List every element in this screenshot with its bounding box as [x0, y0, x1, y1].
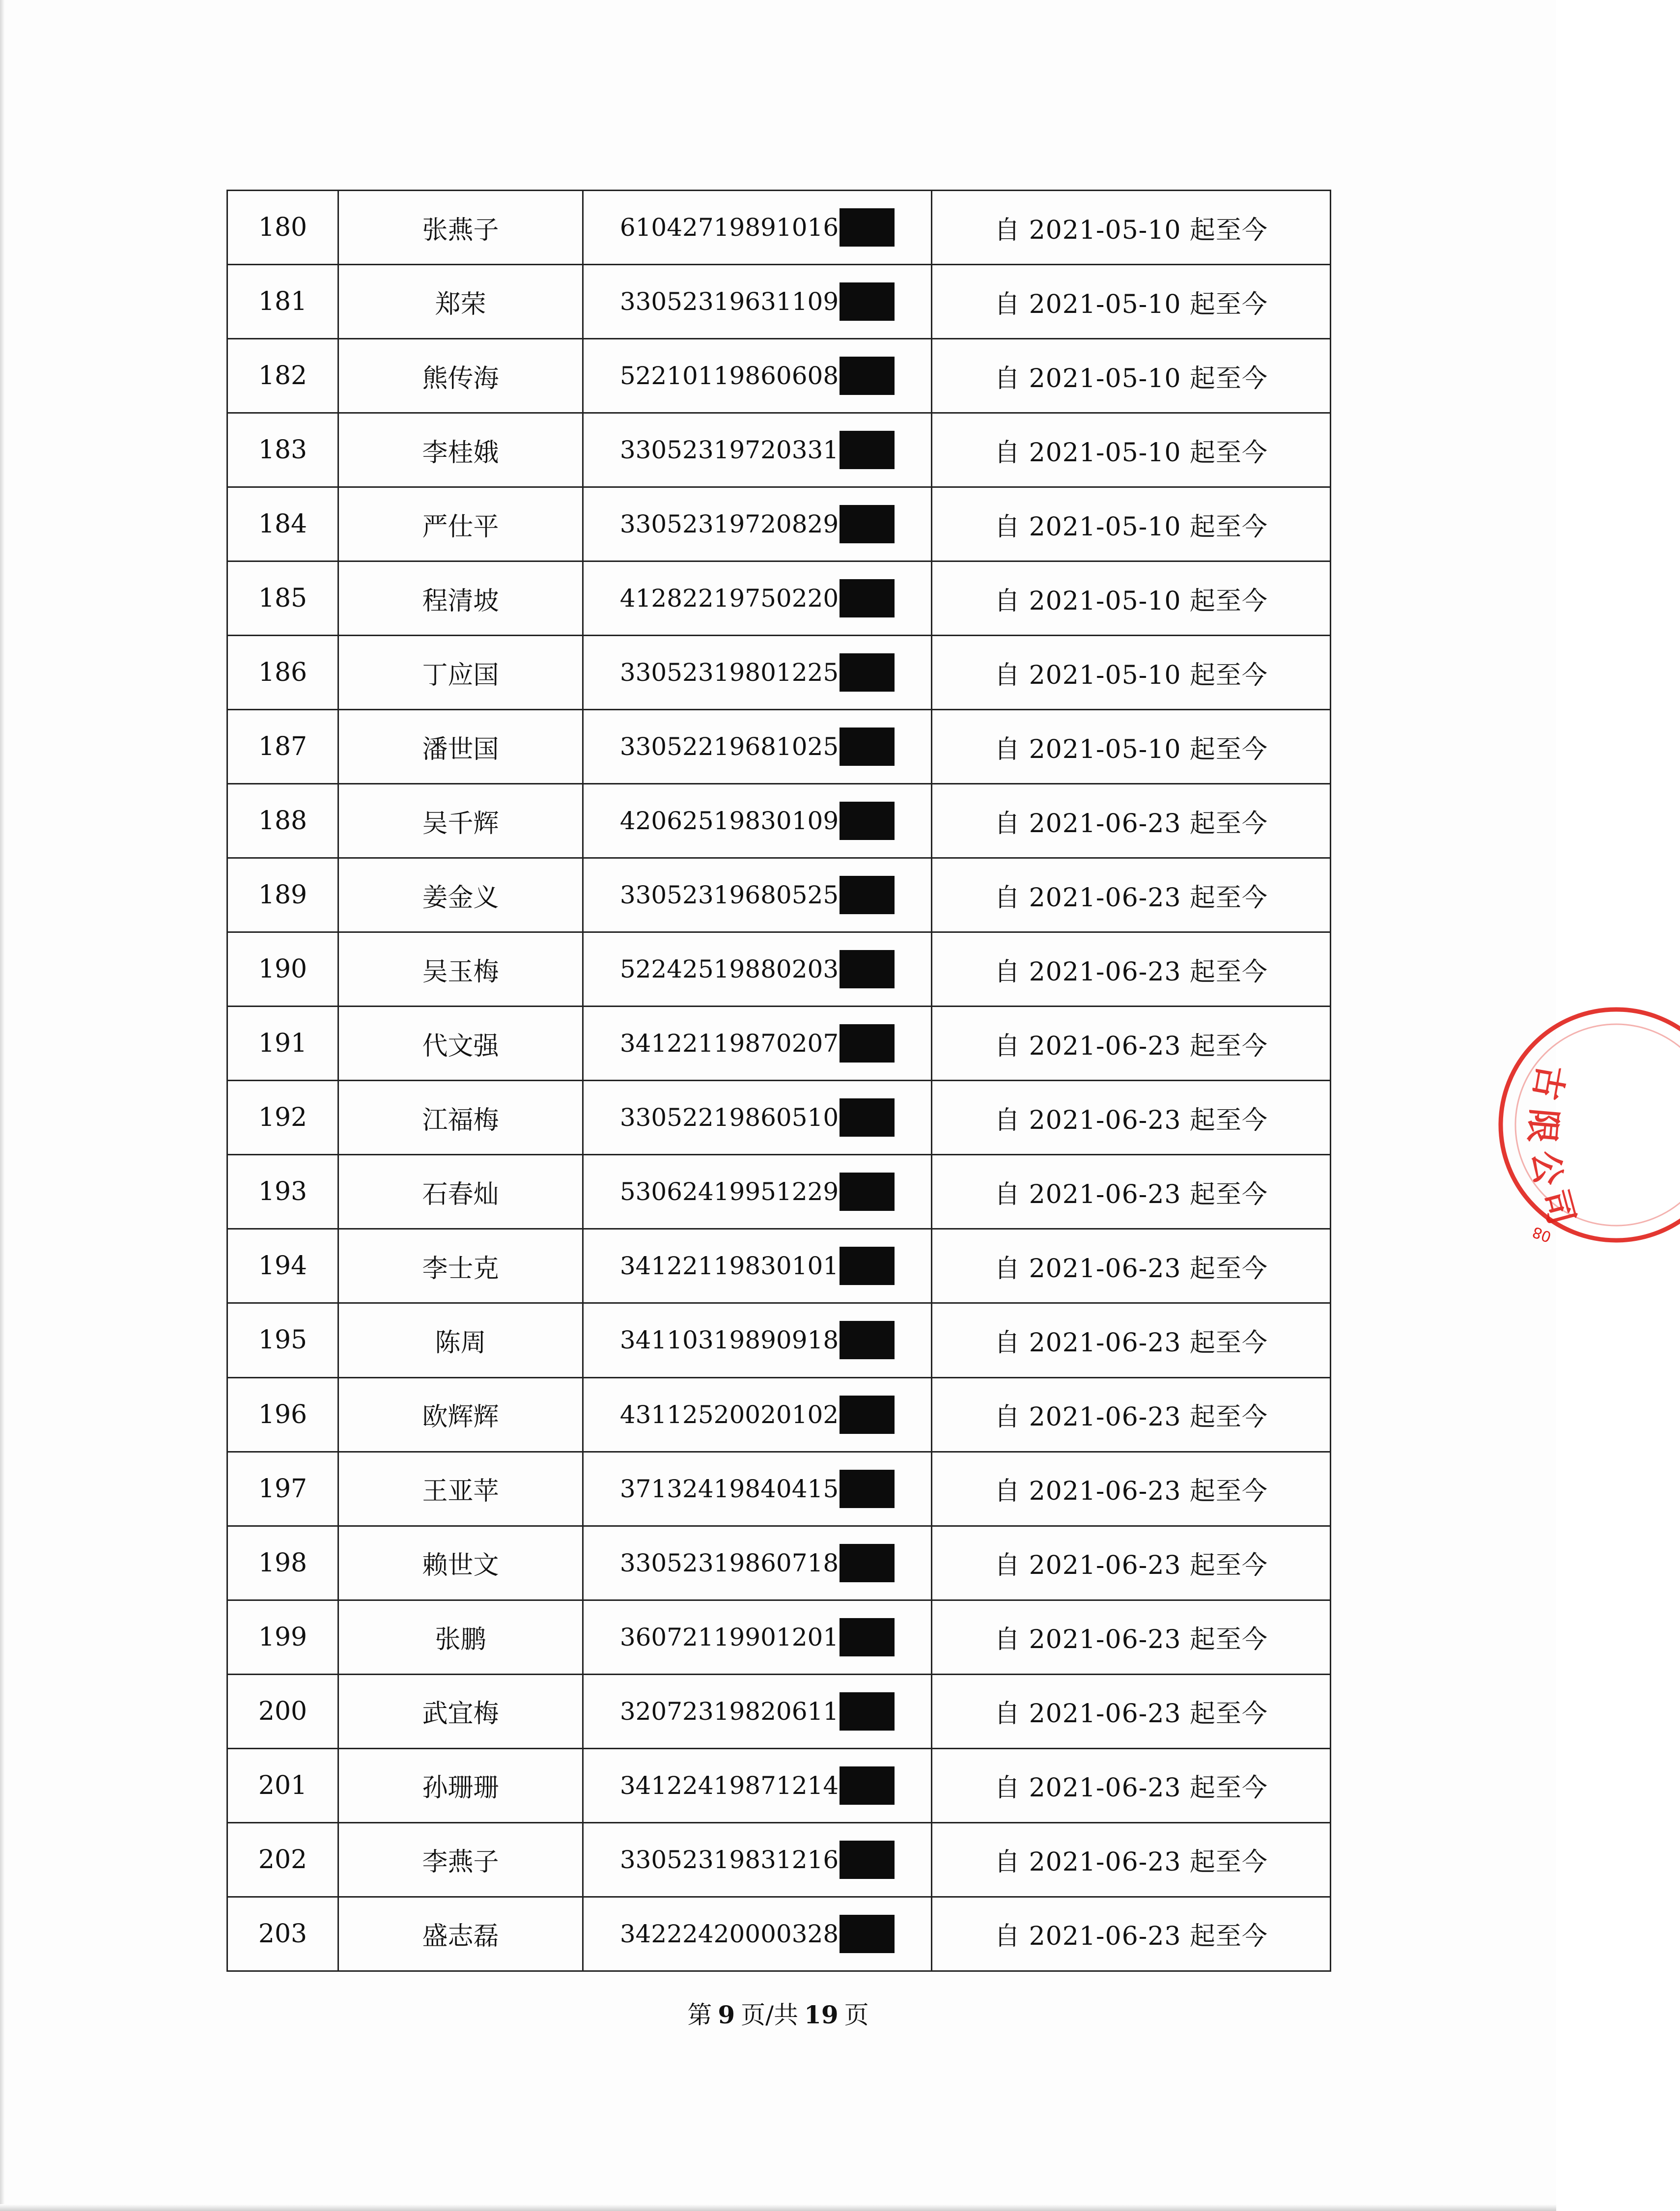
id-number-visible-digits: 33052319720829 — [619, 510, 839, 539]
id-number-visible-digits: 33052319801225 — [619, 658, 839, 687]
id-number-wrap — [620, 579, 895, 617]
redaction-box — [840, 357, 895, 395]
redaction-box — [840, 653, 895, 692]
redaction-box — [840, 1544, 895, 1582]
name-cell: 姜金义 — [338, 858, 583, 932]
id-number-cell — [583, 487, 932, 561]
id-number-cell — [583, 265, 932, 339]
name-cell: 石春灿 — [338, 1155, 583, 1229]
id-number-visible-digits: 33052219860510 — [619, 1103, 839, 1132]
id-number-visible-digits: 33052319831216 — [619, 1845, 839, 1874]
id-number-cell — [583, 1452, 932, 1526]
id-number-visible-digits: 33052219681025 — [619, 732, 839, 761]
table-row — [227, 1674, 1331, 1748]
id-number-wrap — [620, 1544, 895, 1582]
id-number-visible-digits: 43112520020102 — [619, 1400, 839, 1429]
name-cell: 李燕子 — [338, 1822, 583, 1897]
svg-text:司: 司 — [1534, 1185, 1582, 1230]
table-row — [227, 339, 1331, 413]
id-number-visible-digits: 52210119860608 — [619, 362, 839, 391]
id-number-cell — [583, 1526, 932, 1600]
id-number-cell — [583, 1377, 932, 1452]
redaction-box — [840, 876, 895, 914]
footer-total-pages: 19 — [804, 2000, 839, 2029]
id-number-cell — [583, 932, 932, 1007]
table-row — [227, 1377, 1331, 1452]
id-number-wrap — [620, 1692, 895, 1731]
id-number-visible-digits: 41282219750220 — [619, 584, 839, 613]
id-number-wrap — [620, 1247, 895, 1285]
table-row — [227, 1897, 1331, 1971]
table-row — [227, 413, 1331, 487]
employment-period-cell: 自 2021-05-10 起至今 — [932, 636, 1331, 710]
employment-period-cell: 自 2021-06-23 起至今 — [932, 1822, 1331, 1897]
table-row — [227, 784, 1331, 858]
redaction-box — [840, 1024, 895, 1063]
company-seal-stamp — [1493, 978, 1680, 1272]
id-number-visible-digits: 33052319631109 — [619, 287, 839, 316]
redaction-box — [840, 1173, 895, 1211]
employment-period-cell: 自 2021-06-23 起至今 — [932, 1303, 1331, 1377]
id-number-cell — [583, 413, 932, 487]
footer-page-number: 9 — [718, 2000, 735, 2029]
table-row — [227, 191, 1331, 265]
employment-period-cell: 自 2021-06-23 起至今 — [932, 1526, 1331, 1600]
id-number-wrap — [620, 505, 895, 543]
name-cell: 孙珊珊 — [338, 1748, 583, 1822]
employment-period-cell: 自 2021-06-23 起至今 — [932, 1081, 1331, 1155]
name-cell: 熊传海 — [338, 339, 583, 413]
redaction-box — [840, 1247, 895, 1285]
id-number-cell — [583, 1303, 932, 1377]
employment-period-cell: 自 2021-05-10 起至今 — [932, 561, 1331, 636]
svg-text:公: 公 — [1525, 1149, 1568, 1187]
id-number-wrap — [620, 1915, 895, 1953]
redaction-box — [840, 1692, 895, 1731]
name-cell: 程清坡 — [338, 561, 583, 636]
row-number-cell: 200 — [227, 1674, 338, 1748]
employment-period-cell: 自 2021-06-23 起至今 — [932, 1600, 1331, 1674]
redaction-box — [840, 282, 895, 321]
redaction-box — [840, 728, 895, 766]
employment-period-cell: 自 2021-06-23 起至今 — [932, 1155, 1331, 1229]
employment-period-cell: 自 2021-06-23 起至今 — [932, 1007, 1331, 1081]
row-number-cell: 184 — [227, 487, 338, 561]
id-number-wrap — [620, 876, 895, 914]
row-number-cell: 180 — [227, 191, 338, 265]
table-row — [227, 1526, 1331, 1600]
table-row — [227, 1452, 1331, 1526]
name-cell: 丁应国 — [338, 636, 583, 710]
table-row — [227, 1822, 1331, 1897]
id-number-cell — [583, 858, 932, 932]
employment-period-cell: 自 2021-06-23 起至今 — [932, 1229, 1331, 1303]
name-cell: 李士克 — [338, 1229, 583, 1303]
row-number-cell: 183 — [227, 413, 338, 487]
id-number-wrap — [620, 802, 895, 840]
id-number-cell — [583, 339, 932, 413]
name-cell: 张鹏 — [338, 1600, 583, 1674]
employment-period-cell: 自 2021-06-23 起至今 — [932, 1452, 1331, 1526]
footer-middle: 页/共 — [741, 2001, 799, 2029]
id-number-wrap — [620, 1024, 895, 1063]
name-cell: 吴千辉 — [338, 784, 583, 858]
table-row — [227, 561, 1331, 636]
name-cell: 郑荣 — [338, 265, 583, 339]
redaction-box — [840, 1841, 895, 1879]
page-footer — [0, 1995, 1556, 2031]
footer-prefix: 第 — [687, 2001, 712, 2029]
scan-edge-bottom — [0, 2204, 1556, 2211]
id-number-cell — [583, 1155, 932, 1229]
id-number-cell — [583, 1822, 932, 1897]
row-number-cell: 193 — [227, 1155, 338, 1229]
roster-body — [227, 191, 1331, 1971]
id-number-wrap — [620, 357, 895, 395]
table-row — [227, 1081, 1331, 1155]
name-cell: 王亚苹 — [338, 1452, 583, 1526]
row-number-cell: 182 — [227, 339, 338, 413]
row-number-cell: 191 — [227, 1007, 338, 1081]
employment-period-cell: 自 2021-05-10 起至今 — [932, 191, 1331, 265]
redaction-box — [840, 1618, 895, 1656]
row-number-cell: 196 — [227, 1377, 338, 1452]
table-row — [227, 1229, 1331, 1303]
row-number-cell: 198 — [227, 1526, 338, 1600]
employment-period-cell: 自 2021-05-10 起至今 — [932, 413, 1331, 487]
id-number-visible-digits: 33052319860718 — [619, 1548, 839, 1577]
id-number-cell — [583, 561, 932, 636]
footer-suffix: 页 — [844, 2001, 869, 2029]
redaction-box — [840, 1766, 895, 1805]
table-row — [227, 1748, 1331, 1822]
redaction-box — [840, 1915, 895, 1953]
table-row — [227, 636, 1331, 710]
employment-period-cell: 自 2021-05-10 起至今 — [932, 487, 1331, 561]
redaction-box — [840, 1470, 895, 1508]
employment-period-cell: 自 2021-05-10 起至今 — [932, 339, 1331, 413]
employment-period-cell: 自 2021-06-23 起至今 — [932, 1748, 1331, 1822]
employee-roster-table — [226, 190, 1331, 1972]
employment-period-cell: 自 2021-06-23 起至今 — [932, 932, 1331, 1007]
id-number-visible-digits: 34110319890918 — [619, 1326, 839, 1355]
id-number-visible-digits: 37132419840415 — [619, 1474, 839, 1503]
id-number-wrap — [620, 431, 895, 469]
employment-period-cell: 自 2021-06-23 起至今 — [932, 1377, 1331, 1452]
name-cell: 江福梅 — [338, 1081, 583, 1155]
name-cell: 赖世文 — [338, 1526, 583, 1600]
id-number-visible-digits: 36072119901201 — [619, 1623, 839, 1651]
id-number-wrap — [620, 208, 895, 247]
redaction-box — [840, 505, 895, 543]
row-number-cell: 202 — [227, 1822, 338, 1897]
table-row — [227, 1007, 1331, 1081]
row-number-cell: 199 — [227, 1600, 338, 1674]
employment-period-cell: 自 2021-05-10 起至今 — [932, 265, 1331, 339]
id-number-visible-digits: 34122119830101 — [619, 1252, 839, 1281]
id-number-visible-digits: 61042719891016 — [619, 213, 839, 242]
id-number-wrap — [620, 1321, 895, 1359]
name-cell: 欧辉辉 — [338, 1377, 583, 1452]
id-number-visible-digits: 32072319820611 — [619, 1697, 839, 1726]
name-cell: 张燕子 — [338, 191, 583, 265]
table-row — [227, 710, 1331, 784]
name-cell: 李桂娥 — [338, 413, 583, 487]
table-row — [227, 1600, 1331, 1674]
row-number-cell: 190 — [227, 932, 338, 1007]
row-number-cell: 192 — [227, 1081, 338, 1155]
redaction-box — [840, 1396, 895, 1434]
scan-edge-left — [0, 0, 5, 2211]
table-row — [227, 858, 1331, 932]
id-number-cell — [583, 1674, 932, 1748]
table-row — [227, 932, 1331, 1007]
id-number-cell — [583, 1081, 932, 1155]
row-number-cell: 197 — [227, 1452, 338, 1526]
row-number-cell: 203 — [227, 1897, 338, 1971]
redaction-box — [840, 802, 895, 840]
table-row — [227, 487, 1331, 561]
row-number-cell: 186 — [227, 636, 338, 710]
id-number-cell — [583, 636, 932, 710]
row-number-cell: 187 — [227, 710, 338, 784]
table-row — [227, 1155, 1331, 1229]
row-number-cell: 189 — [227, 858, 338, 932]
id-number-visible-digits: 33052319680525 — [619, 881, 839, 910]
employment-period-cell: 自 2021-05-10 起至今 — [932, 710, 1331, 784]
table-row — [227, 1303, 1331, 1377]
id-number-visible-digits: 42062519830109 — [619, 807, 839, 836]
employment-period-cell: 自 2021-06-23 起至今 — [932, 858, 1331, 932]
name-cell: 陈周 — [338, 1303, 583, 1377]
name-cell: 严仕平 — [338, 487, 583, 561]
row-number-cell: 194 — [227, 1229, 338, 1303]
id-number-visible-digits: 52242519880203 — [619, 955, 839, 984]
id-number-wrap — [620, 653, 895, 692]
name-cell: 吴玉梅 — [338, 932, 583, 1007]
id-number-visible-digits: 34122119870207 — [619, 1029, 839, 1058]
row-number-cell: 181 — [227, 265, 338, 339]
name-cell: 盛志磊 — [338, 1897, 583, 1971]
id-number-cell — [583, 1748, 932, 1822]
svg-text:限: 限 — [1521, 1107, 1565, 1145]
name-cell: 武宜梅 — [338, 1674, 583, 1748]
row-number-cell: 201 — [227, 1748, 338, 1822]
redaction-box — [840, 950, 895, 988]
id-number-visible-digits: 34222420000328 — [619, 1919, 839, 1948]
name-cell: 潘世国 — [338, 710, 583, 784]
id-number-wrap — [620, 1766, 895, 1805]
row-number-cell: 185 — [227, 561, 338, 636]
id-number-wrap — [620, 1841, 895, 1879]
redaction-box — [840, 579, 895, 617]
row-number-cell: 195 — [227, 1303, 338, 1377]
id-number-cell — [583, 1897, 932, 1971]
id-number-visible-digits: 53062419951229 — [619, 1177, 839, 1206]
redaction-box — [840, 1321, 895, 1359]
id-number-wrap — [620, 728, 895, 766]
id-number-wrap — [620, 1470, 895, 1508]
redaction-box — [840, 431, 895, 469]
id-number-wrap — [620, 950, 895, 988]
name-cell: 代文强 — [338, 1007, 583, 1081]
id-number-wrap — [620, 1396, 895, 1434]
id-number-visible-digits: 33052319720331 — [619, 436, 839, 465]
id-number-cell — [583, 1007, 932, 1081]
id-number-wrap — [620, 1098, 895, 1137]
id-number-cell — [583, 1229, 932, 1303]
id-number-wrap — [620, 1618, 895, 1656]
id-number-wrap — [620, 282, 895, 321]
employment-period-cell: 自 2021-06-23 起至今 — [932, 1674, 1331, 1748]
redaction-box — [840, 1098, 895, 1137]
row-number-cell: 188 — [227, 784, 338, 858]
id-number-cell — [583, 784, 932, 858]
id-number-cell — [583, 710, 932, 784]
employment-period-cell: 自 2021-06-23 起至今 — [932, 784, 1331, 858]
id-number-wrap — [620, 1173, 895, 1211]
table-row — [227, 265, 1331, 339]
id-number-cell — [583, 191, 932, 265]
redaction-box — [840, 208, 895, 247]
svg-text:古: 古 — [1526, 1062, 1572, 1103]
id-number-cell — [583, 1600, 932, 1674]
svg-text:08: 08 — [1530, 1223, 1554, 1246]
id-number-visible-digits: 34122419871214 — [619, 1771, 839, 1800]
employment-period-cell: 自 2021-06-23 起至今 — [932, 1897, 1331, 1971]
